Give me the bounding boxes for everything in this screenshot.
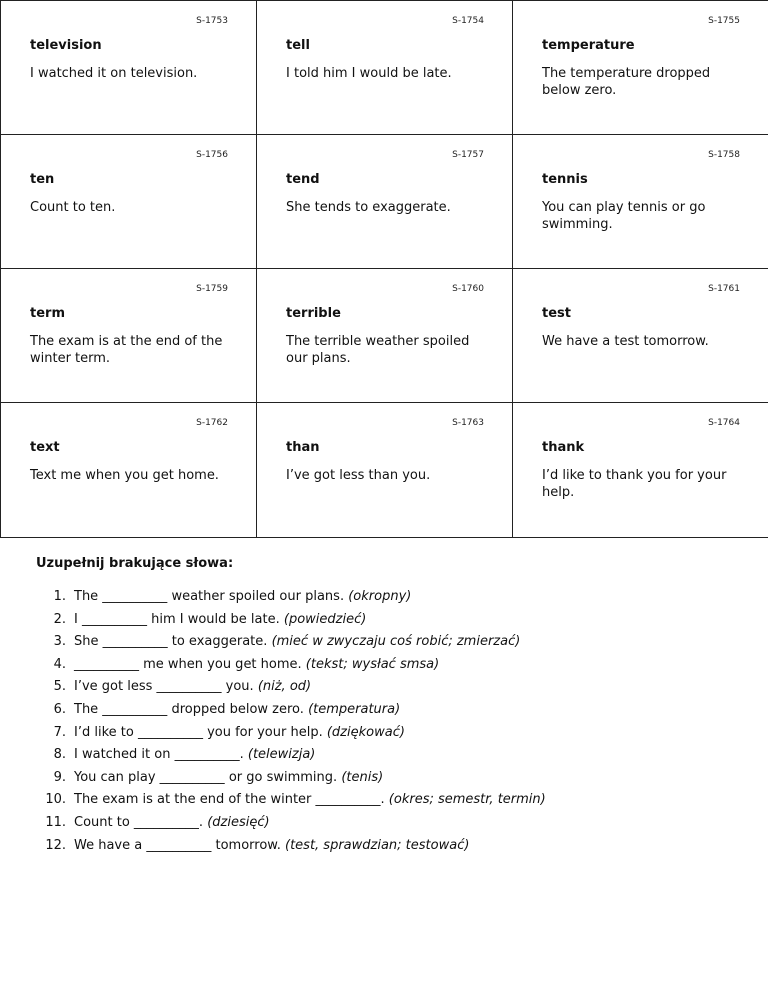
item-hint: (dziękować) <box>326 724 405 740</box>
card-word: tell <box>286 38 310 53</box>
card-sentence: The temperature dropped below zero. <box>542 66 711 98</box>
item-sentence: __________ me when you get home. <box>74 656 302 672</box>
flashcard <box>0 403 257 537</box>
flashcard <box>513 1 768 135</box>
card-code: S-1758 <box>708 150 740 160</box>
item-number: 5. <box>53 679 66 695</box>
flashcard <box>0 135 257 269</box>
card-code: S-1753 <box>196 16 228 26</box>
card-sentence: Text me when you get home. <box>30 468 219 483</box>
item-sentence: You can play __________ or go swimming. <box>74 769 338 785</box>
flashcard <box>513 269 768 403</box>
item-number: 8. <box>53 747 66 763</box>
item-sentence: She __________ to exaggerate. <box>74 634 268 650</box>
card-sentence: I’ve got less than you. <box>286 468 431 483</box>
flashcard <box>0 1 257 135</box>
item-hint: (tekst; wysłać smsa) <box>305 656 440 672</box>
item-hint: (dziesięć) <box>207 814 270 830</box>
item-hint: (mieć w zwyczaju coś robić; zmierzać) <box>271 634 521 650</box>
item-number: 4. <box>53 656 66 672</box>
item-sentence: The __________ weather spoiled our plans. <box>74 589 345 604</box>
card-sentence: The terrible weather spoiled our plans. <box>286 334 470 366</box>
card-code: S-1762 <box>196 418 228 428</box>
card-sentence: You can play tennis or go swimming. <box>542 200 706 232</box>
card-word: tend <box>286 172 320 187</box>
card-sentence: I watched it on television. <box>30 66 198 81</box>
item-hint: (temperatura) <box>308 701 401 717</box>
card-word: than <box>286 440 320 455</box>
card-word: tennis <box>542 172 588 187</box>
item-number: 7. <box>53 724 66 740</box>
card-code: S-1754 <box>452 16 484 26</box>
card-word: ten <box>30 172 55 187</box>
card-word: temperature <box>542 38 635 53</box>
card-sentence: We have a test tomorrow. <box>542 334 709 349</box>
item-number: 11. <box>45 814 66 830</box>
card-sentence: She tends to exaggerate. <box>286 200 451 215</box>
item-sentence: The __________ dropped below zero. <box>74 701 304 717</box>
item-hint: (niż, od) <box>257 679 312 695</box>
card-code: S-1761 <box>708 284 740 294</box>
flashcard <box>257 403 513 537</box>
card-sentence: I’d like to thank you for your help. <box>542 468 727 500</box>
item-sentence: The exam is at the end of the winter __________. <box>74 792 385 808</box>
card-sentence: The exam is at the end of the winter term. <box>30 334 223 366</box>
item-number: 3. <box>53 634 66 650</box>
item-hint: (tenis) <box>341 769 384 785</box>
item-hint: (test, sprawdzian; testować) <box>285 837 470 853</box>
flashcard <box>513 403 768 537</box>
card-code: S-1756 <box>196 150 228 160</box>
flashcard <box>257 269 513 403</box>
card-code: S-1764 <box>708 418 740 428</box>
item-number: 2. <box>53 611 66 627</box>
item-hint: (powiedzieć) <box>283 611 367 627</box>
item-hint: (okres; semestr, termin) <box>388 792 546 808</box>
card-word: thank <box>542 440 585 455</box>
item-number: 6. <box>53 701 66 717</box>
card-sentence: I told him I would be late. <box>286 66 452 81</box>
flashcard <box>0 269 257 403</box>
item-number: 9. <box>53 769 66 785</box>
item-sentence: I watched it on __________. <box>74 747 244 763</box>
card-word: test <box>542 306 571 321</box>
item-number: 10. <box>45 792 66 808</box>
item-sentence: I’ve got less __________ you. <box>74 679 254 695</box>
item-hint: (okropny) <box>348 589 412 604</box>
card-word: term <box>30 306 65 321</box>
flashcard <box>513 135 768 269</box>
card-sentence: Count to ten. <box>30 200 116 215</box>
card-word: text <box>30 440 60 455</box>
item-sentence: Count to __________. <box>74 814 204 830</box>
item-hint: (telewizja) <box>247 747 316 763</box>
card-word: terrible <box>286 306 341 321</box>
item-sentence: We have a __________ tomorrow. <box>74 837 281 853</box>
exercise-title: Uzupełnij brakujące słowa: <box>36 556 234 571</box>
flashcard <box>257 135 513 269</box>
item-number: 1. <box>53 589 66 604</box>
card-code: S-1757 <box>452 150 484 160</box>
item-number: 12. <box>45 837 66 853</box>
flashcard <box>257 1 513 135</box>
card-word: television <box>30 38 102 53</box>
card-code: S-1755 <box>708 16 740 26</box>
card-code: S-1759 <box>196 284 228 294</box>
card-code: S-1760 <box>452 284 484 294</box>
item-sentence: I’d like to __________ you for your help. <box>74 724 323 740</box>
card-code: S-1763 <box>452 418 484 428</box>
item-sentence: I __________ him I would be late. <box>74 611 280 627</box>
